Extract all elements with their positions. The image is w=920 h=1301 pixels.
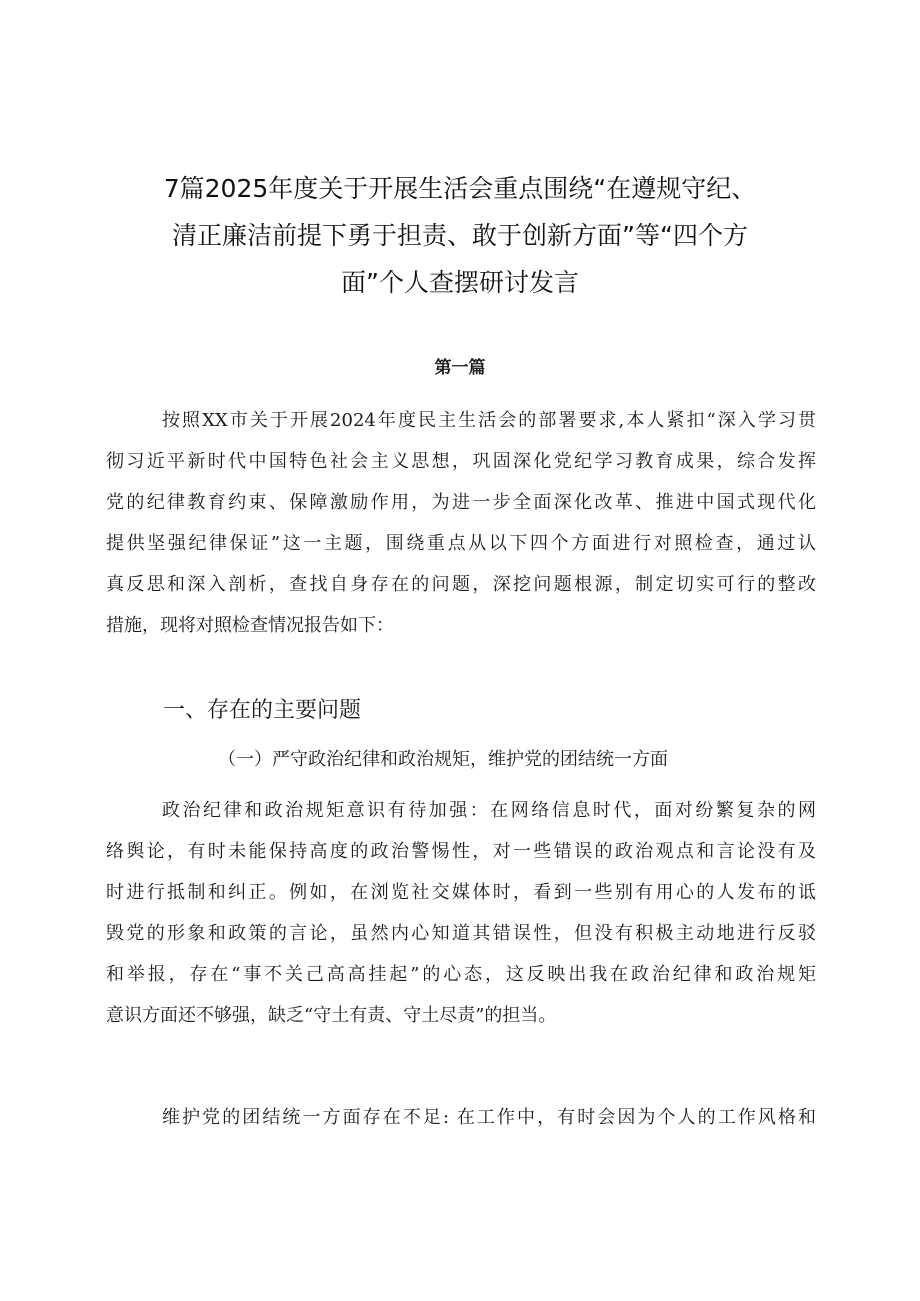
section-heading: 一、存在的主要问题: [163, 698, 362, 723]
document-title: [110, 165, 810, 306]
text-line: 和举报，存在“事不关己高高挂起”的心态，这反映出我在政治纪律和政治规矩: [106, 964, 816, 985]
title-line: 7篇2025年度关于开展生活会重点围绕“在遵规守纪、: [163, 174, 757, 203]
text-line: 按照XX市关于开展2024年度民主生活会的部署要求,本人紧扣“深入学习贯: [162, 410, 816, 431]
text-line: 维护党的团结统一方面存在不足: 在工作中，有时会因为个人的工作风格和: [162, 1107, 816, 1128]
text-line: 络舆论，有时未能保持高度的政治警惕性，对一些错误的政治观点和言论没有及: [106, 841, 816, 862]
text-line: 时进行抵制和纠正。例如，在浏览社交媒体时，看到一些别有用心的人发布的诋: [106, 882, 816, 903]
text-line: 彻习近平新时代中国特色社会主义思想，巩固深化党纪学习教育成果，综合发挥: [106, 451, 816, 472]
text-line: 提供坚强纪律保证”这一主题，围绕重点从以下四个方面进行对照检查，通过认: [106, 533, 816, 554]
text-line: 政治纪律和政治规矩意识有待加强：在网络信息时代，面对纷繁复杂的网: [162, 800, 816, 821]
text-line: 措施，现将对照检查情况报告如下：: [106, 615, 394, 636]
text-line: 党的纪律教育约束、保障激励作用，为进一步全面深化改革、推进中国式现代化: [106, 492, 816, 513]
article-number-heading: 第一篇: [434, 358, 486, 378]
intro-paragraph: [106, 400, 816, 646]
text-line: 毁党的形象和政策的言论，虽然内心知道其错误性，但没有积极主动地进行反驳: [106, 923, 816, 944]
text-line: 意识方面还不够强，缺乏“守土有责、守土尽责”的担当。: [106, 1005, 557, 1026]
title-line: 清正廉洁前提下勇于担责、敢于创新方面”等“四个方: [172, 221, 748, 250]
text-line: 真反思和深入剖析，查找自身存在的问题，深挖问题根源，制定切实可行的整改: [106, 574, 816, 595]
subsection-heading: （一）严守政治纪律和政治规矩，维护党的团结统一方面: [218, 749, 668, 770]
paragraph-political-discipline: [106, 790, 816, 1036]
title-line: 面”个人查摆研讨发言: [341, 268, 579, 297]
paragraph-party-unity: [106, 1097, 816, 1138]
